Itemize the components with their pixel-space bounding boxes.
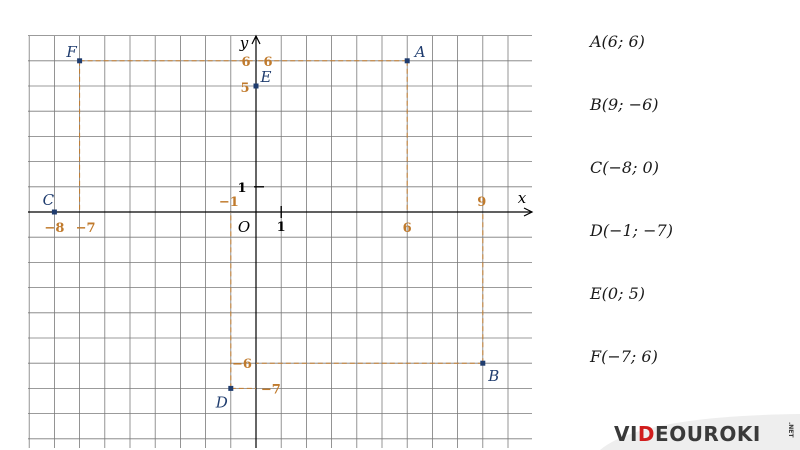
point-B [480, 361, 485, 366]
point-label-B: B [488, 367, 500, 386]
point-label-C: C [42, 191, 55, 209]
y-axis-label: y [239, 34, 249, 52]
guide-value-label: 6 [263, 54, 273, 70]
point-label-E: E [260, 68, 272, 86]
videouroki-logo [580, 408, 800, 450]
point-label-A: A [414, 42, 426, 61]
logo-suffix: .NET [787, 422, 794, 438]
guide-value-label: 9 [477, 195, 487, 210]
coord-E: E(0; 5) [590, 284, 645, 303]
point-A [405, 58, 410, 63]
coord-A: A(6; 6) [590, 32, 645, 51]
x-axis-label: x [517, 189, 527, 207]
point-F [77, 58, 82, 63]
logo-wordmark: VIDEOUROKI [614, 422, 761, 446]
coord-C: C(−8; 0) [590, 158, 659, 177]
guide-value-label: −1 [218, 195, 239, 210]
point-C [52, 210, 57, 215]
guide-value-label: 5 [240, 81, 250, 96]
unit-label-x: 1 [276, 220, 286, 235]
coord-F: F(−7; 6) [590, 347, 658, 366]
guide-value-label: −7 [75, 221, 96, 236]
guide-value-label: 6 [402, 221, 412, 236]
point-E [254, 84, 259, 89]
guide-value-label: −8 [44, 221, 65, 236]
guide-value-label: −6 [232, 357, 252, 373]
unit-label-y: 1 [237, 180, 247, 196]
guide-value-label: −7 [260, 382, 281, 398]
guide-value-label: 6 [241, 54, 251, 70]
origin-label: O [237, 218, 251, 236]
coord-B: B(9; −6) [590, 95, 659, 114]
point-D [228, 386, 233, 391]
point-label-D: D [215, 393, 228, 412]
coord-D: D(−1; −7) [590, 221, 673, 240]
point-label-F: F [66, 42, 77, 61]
